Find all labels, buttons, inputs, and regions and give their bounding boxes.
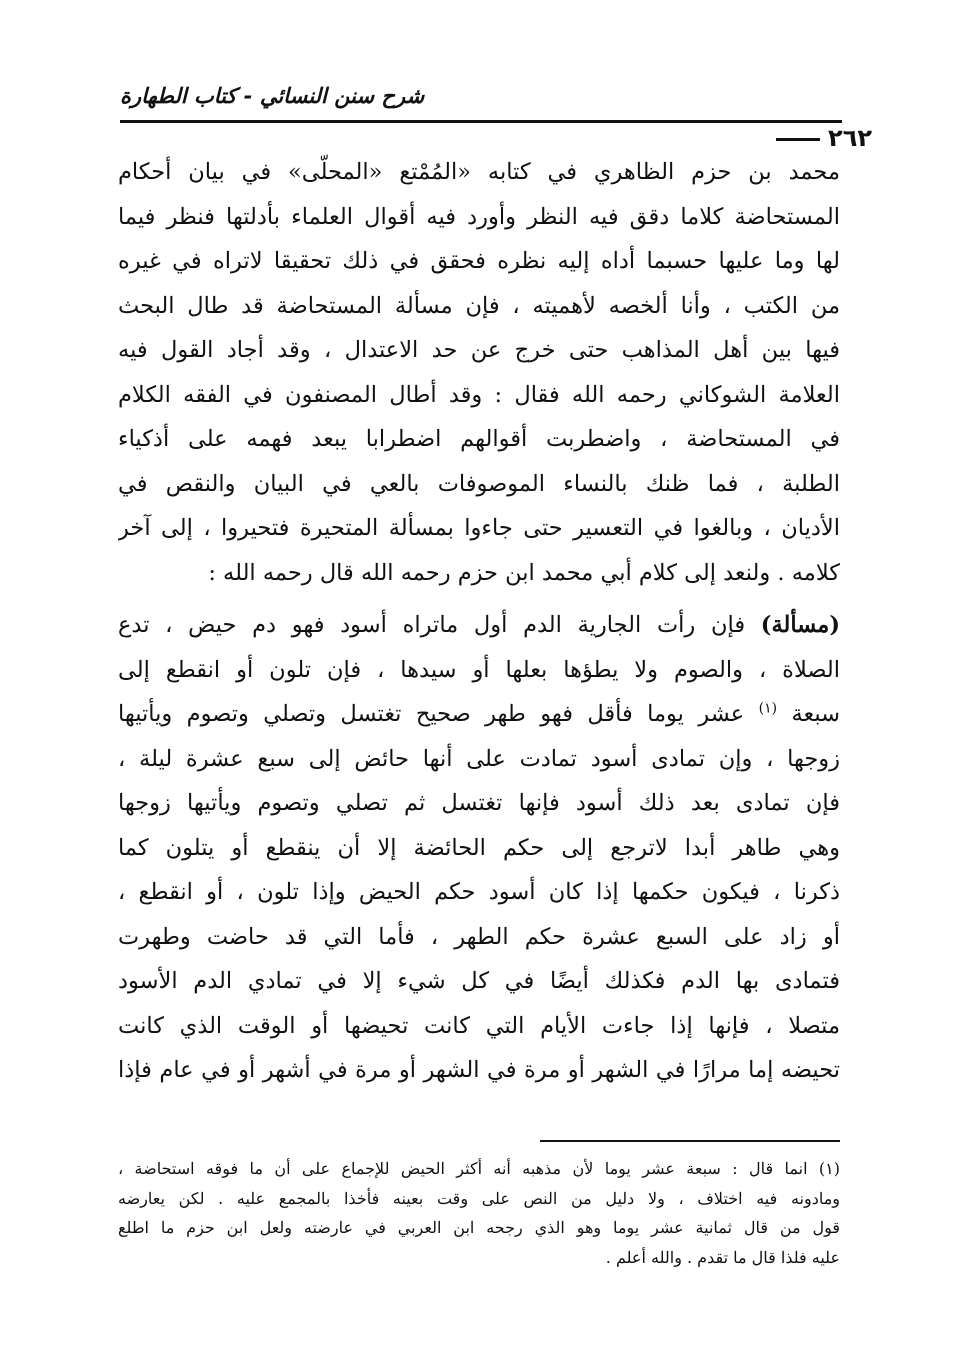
footnote-line: قول من قال ثمانية عشر يوما وهو الذي رجحه ابن العربي في عارضته ولعل ابن حزم ما اطلع	[118, 1218, 840, 1237]
main-text	[118, 150, 840, 1093]
footnote-line: (١) انما قال : سبعة عشر يوما لأن مذهبه أنه أكثر الحيض للإجماع على أن ما فوقه استحاضة ،	[118, 1159, 840, 1178]
text-line: أو زاد على السبع عشرة حكم الطهر ، فأما التي قد حاضت وطهرت	[118, 923, 840, 950]
footnote-line: عليه فلذا قال ما تقدم . والله أعلم .	[605, 1247, 840, 1267]
header-rule	[120, 120, 842, 123]
text-line: متصلا ، فإنها إذا جاءت الأيام التي كانت تحيضها أو الوقت الذي كانت	[118, 1012, 840, 1039]
text-line-footnote-ref	[118, 692, 840, 737]
ref-after: عشر يوما فأقل فهو طهر صحيح تغتسل وتصلي وتصوم ويأتيها	[118, 701, 745, 727]
text-line: فتمادى بها الدم فكذلك أيضًا في كل شيء إلا في تمادي الدم الأسود	[118, 968, 840, 994]
footnote-reference[interactable]: (١)	[758, 700, 778, 717]
paragraph-gap	[118, 595, 840, 603]
text-line: الأديان ، وبالغوا في التعسير حتى جاءوا بمسألة المتحيرة فتحيروا ، إلى آخر	[118, 515, 840, 541]
text-line: محمد بن حزم الظاهري في كتابه «المُمْتع «المحلّى» في بيان أحكام	[118, 159, 840, 185]
text-line: فيها بين أهل المذاهب حتى خرج عن حد الاعتدال ، وقد أجاد القول فيه	[118, 337, 840, 363]
footnotes	[118, 1154, 840, 1272]
text-line: في المستحاضة ، واضطربت أقوالهم اضطرابا يبعد فهمه على أذكياء	[118, 426, 840, 452]
footnote-rule	[540, 1140, 840, 1142]
text-line: العلامة الشوكاني رحمه الله فقال : وقد أطال المصنفون في الفقه الكلام	[118, 381, 840, 408]
page-number	[722, 124, 872, 152]
text-line: الطلبة ، فما ظنك بالنساء الموصوفات بالعي في البيان والنقص في	[118, 470, 840, 497]
page-number-dash	[776, 138, 820, 141]
text-line: الصلاة ، والصوم ولا يطؤها بعلها أو سيدها ، فإن تلون أو انقطع إلى	[118, 656, 840, 683]
text-line: المستحاضة كلاما دقق فيه النظر وأورد فيه أقوال العلماء بأدلتها فنظر فيما	[118, 203, 840, 230]
text-line: ذكرنا ، فيكون حكمها إذا كان أسود حكم الحيض وإذا تلون ، أو انقطع ،	[118, 879, 840, 905]
text-line: كلامه . ولنعد إلى كلام أبي محمد ابن حزم رحمه الله قال رحمه الله :	[208, 559, 840, 586]
text-line: وهي طاهر أبدا لاترجع إلى حكم الحائضة إلا أن ينقطع أو يتلون كما	[118, 834, 840, 861]
masala-label: (مسألة)	[760, 612, 840, 638]
text-line: من الكتب ، وأنا ألخصه لأهميته ، فإن مسألة المستحاضة قد طال البحث	[118, 292, 840, 319]
text-line: زوجها ، وإن تمادى أسود تمادت على أنها حائض إلى سبع عشرة ليلة ،	[118, 745, 840, 772]
page-number-value: ٢٦٢	[828, 124, 872, 152]
text-line: لها وما عليها حسبما أداه إليه نظره فحقق في ذلك تحقيقا لاتراه في غيره	[118, 248, 840, 274]
text-line: تحيضه إما مرارًا في الشهر أو مرة في الشهر أو مرة في أشهر أو في عام فإذا	[118, 1057, 840, 1083]
ref-before: سبعة	[791, 701, 840, 727]
footnote-line: ومادونه فيه اختلاف ، ولا دليل من النص على وقت بعينه فأخذا بالمجمع عليه . لكن يعارضه	[118, 1188, 840, 1208]
text-line: فإن تمادى بعد ذلك أسود فإنها تغتسل ثم تصلي وتصوم ويأتيها زوجها	[118, 790, 840, 816]
text-line-masala	[118, 603, 840, 648]
masala-text: فإن رأت الجارية الدم أول ماتراه أسود فهو دم حيض ، تدع	[118, 612, 746, 638]
running-title: شرح سنن النسائي - كتاب الطهارة	[120, 84, 425, 108]
